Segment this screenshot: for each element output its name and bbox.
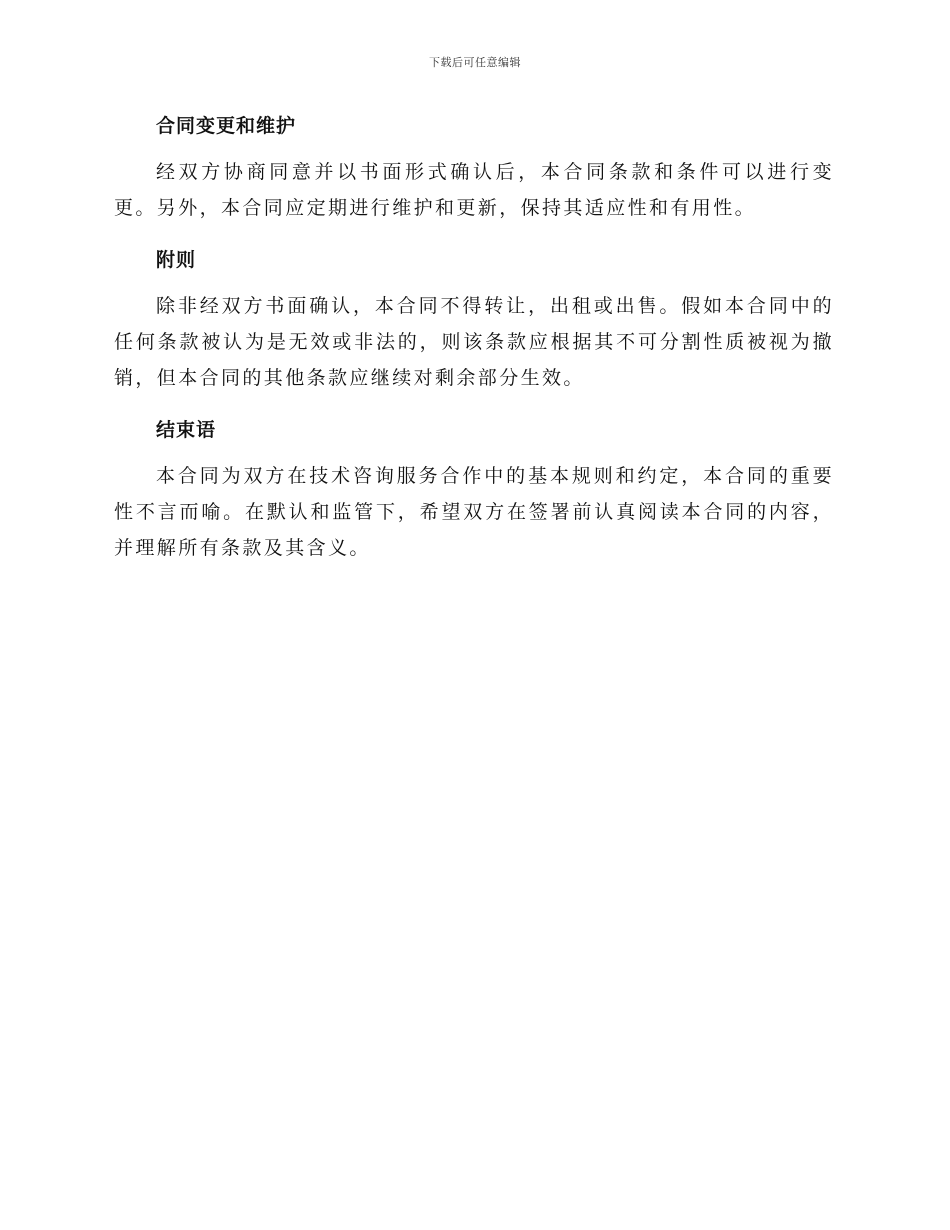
section-title: 合同变更和维护: [156, 115, 297, 137]
section-paragraph: 本合同为双方在技术咨询服务合作中的基本规则和约定，本合同的重要性不言而喻。在默认和监管下，希望双方在签署前认真阅读本合同的内容，并理解所有条款及其含义。: [114, 465, 834, 559]
section-title: 附则: [156, 249, 197, 271]
section-paragraph: 经双方协商同意并以书面形式确认后，本合同条款和条件可以进行变更。另外，本合同应定期进行维护和更新，保持其适应性和有用性。: [114, 161, 834, 219]
section-paragraph: 除非经双方书面确认，本合同不得转让，出租或出售。假如本合同中的任何条款被认为是无效或非法的，则该条款应根据其不可分割性质被视为撤销，但本合同的其他条款应继续对剩余部分生效。: [114, 295, 834, 389]
header-note: 下载后可任意编辑: [429, 56, 521, 69]
section-conclusion: [114, 410, 834, 566]
section-contract-change: [114, 106, 834, 226]
section-supplementary: [114, 240, 834, 396]
document-body: [114, 106, 834, 580]
section-title: 结束语: [156, 419, 217, 441]
